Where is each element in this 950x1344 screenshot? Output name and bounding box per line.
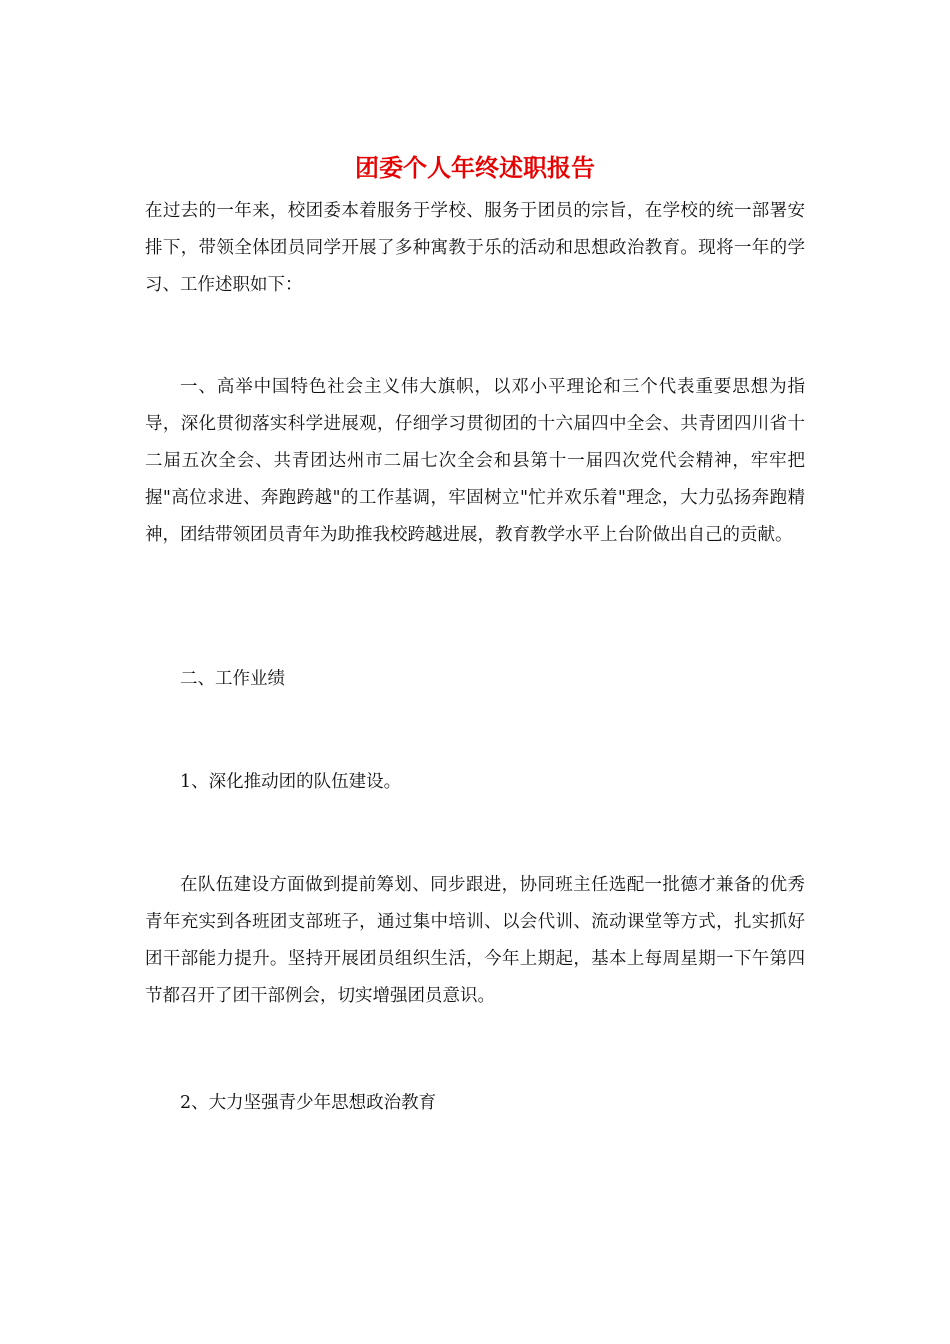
team-building-paragraph: 在队伍建设方面做到提前筹划、同步跟进，协同班主任选配一批德才兼备的优秀青年充实到各班团支部班子，通过集中培训、以会代训、流动课堂等方式，扎实抓好团干部能力提升。坚持开展团员组织生活，今年上期起，基本上每周星期一下午第四节都召开了团干部例会，切实增强团员意识。 <box>145 875 805 1006</box>
document-title: 团委个人年终述职报告 <box>355 153 595 182</box>
intro-paragraph: 在过去的一年来，校团委本着服务于学校、服务于团员的宗旨，在学校的统一部署安排下，带领全体团员同学开展了多种寓教于乐的活动和思想政治教育。现将一年的学习、工作述职如下： <box>145 201 805 295</box>
section-one-paragraph: 一、高举中国特色社会主义伟大旗帜，以邓小平理论和三个代表重要思想为指导，深化贯彻落实科学进展观，仔细学习贯彻团的十六届四中全会、共青团四川省十二届五次全会、共青团达州市二届七次全会和县第十一届四次党代会精神，牢牢把握"高位求进、奔跑跨越"的工作基调，牢固树立"忙并欢乐着"理念，大力弘扬奔跑精神，团结带领团员青年为助推我校跨越进展，教育教学水平上台阶做出自己的贡献。 <box>145 377 805 545</box>
section-two-heading: 二、工作业绩 <box>180 669 285 689</box>
subsection-one-heading: 1、深化推动团的队伍建设。 <box>180 772 402 792</box>
subsection-two-heading: 2、大力坚强青少年思想政治教育 <box>180 1093 437 1113</box>
